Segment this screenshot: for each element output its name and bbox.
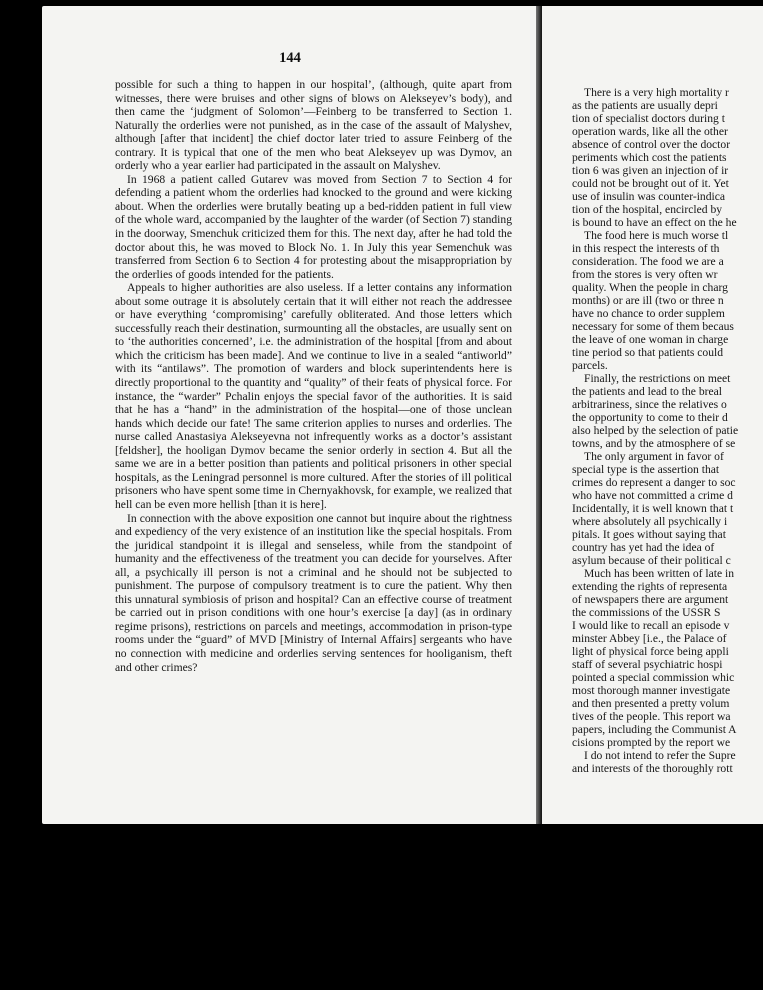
text-line: operation wards, like all the other bbox=[572, 125, 728, 138]
text-line: who have not committed a crime d bbox=[572, 489, 733, 502]
text-line: in this respect the interests of th bbox=[572, 242, 720, 255]
text-line: towns, and by the atmosphere of se bbox=[572, 437, 736, 450]
text-line: months) or are ill (two or three n bbox=[572, 294, 724, 307]
paragraph: In connection with the above exposition one cannot but inquire about the rightness and expediency of the very existence of an institution like the special hospitals. From the juridical standpoint it is illegal and senseless, while from the standpoint of humanity and the effectiveness of the treatment you can decide for yourselves. After all, a psychically ill person is not a criminal and he should not be subjected to punishment. The purpose of compulsory treatment is to cure the patient. Why then this unnatural symbiosis of prison and hospital? Can an effective course of treatment be carried out in prison conditions with one hour’s exercise [a day] (as in ordinary regime prisons), restrictions on parcels and meetings, accommodation in prison-type rooms under the “guard” of MVD [Ministry of Internal Affairs] sergeants who have no connection with medicine and orderlies serving sentences for hooliganism, theft and other crimes? bbox=[115, 511, 512, 674]
text-line: tives of the people. This report wa bbox=[572, 710, 731, 723]
text-line: tion of specialist doctors during t bbox=[572, 112, 725, 125]
text-line: There is a very high mortality r bbox=[584, 86, 729, 99]
text-line: special type is the assertion that bbox=[572, 463, 720, 476]
paragraph: In 1968 a patient called Gutarev was moved from Section 7 to Section 4 for defending a patient whom the orderlies had knocked to the ground and were kicking about. When the orderlies were brutally beating up a bed-ridden patient in full view of the whole ward, accompanied by the laughter of the warder (of Section 7) standing in the doorway, Smenchuk criticized them for this. The next day, after he had told the doctor about this, he was moved to Block No. 1. In July this year Semenchuk was transferred from Section 6 to Section 4 for protesting about the misappropriation by the orderlies of goods intended for the patients. bbox=[115, 172, 512, 281]
paragraph: Appeals to higher authorities are also useless. If a letter contains any information about some outrage it is absolutely certain that it will either not reach the addressee or have everything ‘compromising’ carefully obliterated. And those letters which successfully reach their destination, surmounting all the obstacles, are usually sent on to ‘the authorities concerned’, i.e. the administration of the hospital [from and about which the criticism has been made]. And we continue to live in a sealed “antiworld” with its “antilaws”. The promotion of warders and block superintendents here is directly proportional to the quantity and “quality” of their feats of physical force. For instance, the “warder” Pchalin enjoys the special favor of the authorities. It is said that he has a “hand” in the administration of the hospital—one of those unclean hands which decide our fate! The same criterion applies to nurses and orderlies. The nurse called Anastasiya Alekseyevna not infrequently works as a doctor’s assistant [feldsher], the hooligan Dymov became the senior orderly in section 4. But all the same we are in a better position than patients and political prisoners in other special hospitals, as the Leningrad personnel is more cultured. After the stories of ill political prisoners who have spent some time in Chernyakhovsk, for example, we realized that hell can be even more hellish [than it is here]. bbox=[115, 281, 512, 511]
text-line: periments which cost the patients bbox=[572, 151, 727, 164]
text-line: also helped by the selection of patie bbox=[572, 424, 739, 437]
text-line: minster Abbey [i.e., the Palace of bbox=[572, 632, 727, 645]
text-line: the commissions of the USSR S bbox=[572, 606, 721, 619]
left-page-body bbox=[115, 78, 512, 674]
text-line: is bound to have an effect on the he bbox=[572, 216, 737, 229]
text-line: Incidentally, it is well known that t bbox=[572, 502, 734, 515]
text-line: pointed a special commission whic bbox=[572, 671, 735, 684]
text-line: quality. When the people in charg bbox=[572, 281, 728, 294]
right-page bbox=[542, 6, 763, 824]
left-page bbox=[42, 6, 538, 824]
text-line: as the patients are usually depri bbox=[572, 99, 718, 112]
text-line: I do not intend to refer the Supre bbox=[584, 749, 736, 762]
text-line: asylum because of their political c bbox=[572, 554, 731, 567]
paragraph: possible for such a thing to happen in our hospital’, (although, quite apart from witnesses, there were bruises and other signs of blows on Alekseyev’s body), and then came the ‘judgment of Solomon’—Feinberg to be transferred to Section 1. Naturally the orderlies were not punished, as in the case of the assault of Malyshev, although [after that incident] the chief doctor later tried to assure Feinberg of the contrary. It is typical that one of the men who beat Alekseyev up was Dymov, an orderly who a year earlier had participated in the assault on Malyshev. bbox=[115, 78, 512, 173]
text-line: the patients and lead to the breal bbox=[572, 385, 723, 398]
text-line: The food here is much worse tl bbox=[584, 229, 729, 242]
text-line: the opportunity to come to their d bbox=[572, 411, 728, 424]
text-line: absence of control over the doctor bbox=[572, 138, 731, 151]
text-line: could not be brought out of it. Yet bbox=[572, 177, 729, 190]
text-line: extending the rights of representa bbox=[572, 580, 728, 593]
text-line: where absolutely all psychically i bbox=[572, 515, 728, 528]
text-line: tion of the hospital, encircled by bbox=[572, 203, 723, 216]
text-line: consideration. The food we are a bbox=[572, 255, 724, 268]
text-line: Much has been written of late in bbox=[584, 567, 735, 580]
text-line: from the stores is very often wr bbox=[572, 268, 718, 281]
text-line: crimes do represent a danger to soc bbox=[572, 476, 736, 489]
text-line: and then presented a pretty volum bbox=[572, 697, 730, 710]
text-line: cisions prompted by the report we bbox=[572, 736, 731, 749]
text-line: country has yet had the idea of bbox=[572, 541, 715, 554]
text-line: tine period so that patients could bbox=[572, 346, 724, 359]
text-line: the leave of one woman in charge bbox=[572, 333, 729, 346]
text-line: The only argument in favor of bbox=[584, 450, 724, 463]
text-line: parcels. bbox=[572, 359, 608, 372]
text-line: I would like to recall an episode v bbox=[572, 619, 730, 632]
text-line: of newspapers there are argument bbox=[572, 593, 729, 606]
text-line: and interests of the thoroughly rott bbox=[572, 762, 733, 775]
text-line: use of insulin was counter-indica bbox=[572, 190, 726, 203]
right-page-body bbox=[572, 86, 763, 775]
text-line: have no chance to order supplem bbox=[572, 307, 725, 320]
text-line: arbitrariness, since the relatives o bbox=[572, 398, 727, 411]
text-line: most thorough manner investigate bbox=[572, 684, 731, 697]
text-line: pitals. It goes without saying that bbox=[572, 528, 726, 541]
text-line: staff of several psychiatric hospi bbox=[572, 658, 723, 671]
text-line: necessary for some of them becaus bbox=[572, 320, 734, 333]
text-line: light of physical force being appli bbox=[572, 645, 729, 658]
page-number: 144 bbox=[279, 50, 301, 66]
text-line: tion 6 was given an injection of ir bbox=[572, 164, 729, 177]
text-line: papers, including the Communist A bbox=[572, 723, 737, 736]
text-line: Finally, the restrictions on meet bbox=[584, 372, 731, 385]
